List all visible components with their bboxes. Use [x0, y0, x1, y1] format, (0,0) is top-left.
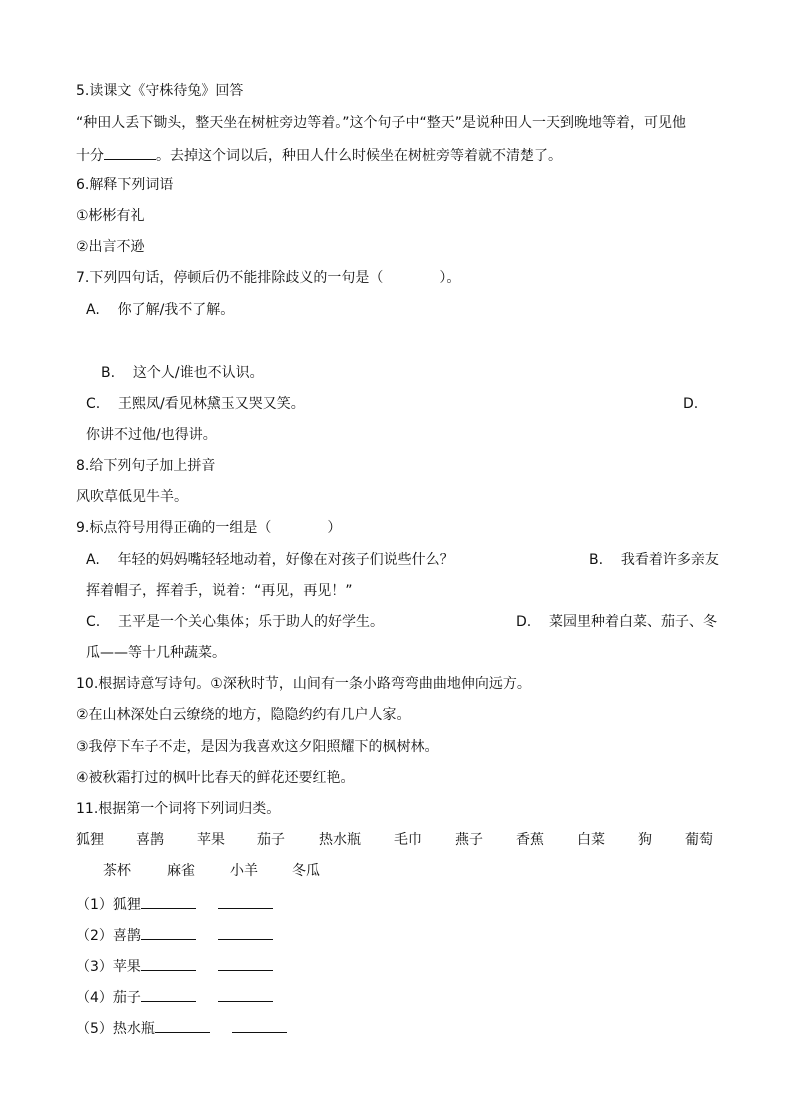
q11-group-4-label: （4）茄子	[76, 990, 141, 1006]
word-list-item: 燕子	[455, 832, 483, 848]
q7-option-d-text: 你讲不过他/也得讲。	[86, 427, 217, 443]
word-list-item: 香蕉	[516, 832, 544, 848]
q9-option-a-label: A.	[86, 552, 100, 568]
q8-sentence: 风吹草低见牛羊。	[76, 489, 188, 505]
q10-item-3: ③我停下车子不走，是因为我喜欢这夕阳照耀下的枫树林。	[76, 739, 439, 755]
word-list-item: 茄子	[257, 832, 285, 848]
q5-text-prefix: 十分	[76, 148, 104, 164]
q8-title: 8.给下列句子加上拼音	[76, 458, 216, 474]
q6-item-2: ②出言不逊	[76, 239, 145, 255]
word-list-item: 茶杯	[103, 863, 131, 879]
q9-option-d-continued: 瓜——等十几种蔬菜。	[86, 645, 226, 661]
q11-group-4-blank-2[interactable]	[218, 987, 273, 1002]
q11-group-2-blank-1[interactable]	[141, 925, 196, 940]
q9-option-b[interactable]	[589, 550, 719, 570]
q11-group-1-blank-1[interactable]	[141, 894, 196, 909]
word-list-item: 白菜	[577, 832, 605, 848]
q11-group-5-label: （5）热水瓶	[76, 1021, 155, 1037]
q10-title: 10.根据诗意写诗句。①深秋时节，山间有一条小路弯弯曲曲地伸向远方。	[76, 676, 531, 692]
q11-group-2	[76, 925, 273, 946]
word-list-item: 苹果	[197, 832, 225, 848]
word-list-item: 冬瓜	[292, 863, 320, 879]
q11-group-3-blank-2[interactable]	[218, 956, 273, 971]
q7-option-a-text: 你了解/我不了解。	[117, 302, 235, 318]
q9-option-b-continued: 挥着帽子，挥着手，说着：“再见，再见！”	[86, 583, 353, 599]
word-list-item: 葡萄	[685, 832, 713, 848]
word-list-item: 狗	[638, 832, 652, 848]
q11-group-4	[76, 987, 273, 1008]
q11-group-5-blank-1[interactable]	[155, 1018, 210, 1033]
q7-option-b-label: B.	[101, 365, 116, 381]
q9-option-d-text: 菜园里种着白菜、茄子、冬	[549, 614, 718, 630]
q5-answer-blank[interactable]	[104, 145, 156, 160]
q11-group-3-blank-1[interactable]	[141, 956, 196, 971]
q9-option-b-text: 我看着许多亲友	[620, 552, 719, 568]
q11-group-3	[76, 956, 273, 977]
q7-option-b[interactable]	[101, 363, 264, 383]
word-list-item: 狐狸	[76, 832, 104, 848]
q10-item-2: ②在山林深处白云缭绕的地方，隐隐约约有几户人家。	[76, 707, 411, 723]
q7-option-a-label: A.	[86, 302, 100, 318]
q9-option-d[interactable]	[516, 612, 717, 632]
q9-option-d-label: D.	[516, 614, 532, 630]
word-list-item: 毛巾	[394, 832, 422, 848]
q7-option-d-label[interactable]: D.	[683, 396, 699, 412]
word-list-item: 热水瓶	[319, 832, 361, 848]
q9-option-a[interactable]	[86, 550, 454, 570]
word-list-item: 小羊	[230, 863, 258, 879]
q5-text-suffix: 。去掉这个词以后，种田人什么时候坐在树桩旁等着就不清楚了。	[156, 148, 562, 164]
q9-option-a-text: 年轻的妈妈嘴轻轻地动着，好像在对孩子们说些什么？	[117, 552, 454, 568]
q7-option-c-text: 王熙凤/看见林黛玉又哭又笑。	[118, 396, 305, 412]
q11-group-2-label: （2）喜鹊	[76, 928, 141, 944]
q5-title: 5.读课文《守株待兔》回答	[76, 83, 244, 99]
q9-title: 9.标点符号用得正确的一组是（ ）	[76, 520, 342, 536]
q11-title: 11.根据第一个词将下列词归类。	[76, 801, 281, 817]
q7-title: 7.下列四句话，停顿后仍不能排除歧义的一句是（ ）。	[76, 270, 461, 286]
q7-option-c-label: C.	[86, 396, 101, 412]
q5-text-line2	[76, 145, 562, 166]
q9-option-b-label: B.	[589, 552, 604, 568]
word-list-item: 喜鹊	[136, 832, 164, 848]
q11-group-1-label: （1）狐狸	[76, 897, 141, 913]
q7-option-a[interactable]	[86, 300, 234, 320]
q7-option-b-text: 这个人/谁也不认识。	[132, 365, 264, 381]
q11-group-1-blank-2[interactable]	[218, 894, 273, 909]
q11-group-5-blank-2[interactable]	[232, 1018, 287, 1033]
q11-group-5	[76, 1018, 287, 1039]
q9-option-c-text: 王平是一个关心集体；乐于助人的好学生。	[118, 614, 385, 630]
q9-option-c[interactable]	[86, 612, 384, 632]
q5-text-line1: “种田人丢下锄头，整天坐在树桩旁边等着。”这个句子中“整天”是说种田人一天到晚地等着，可见他	[76, 115, 687, 131]
word-list-item: 麻雀	[167, 863, 195, 879]
q9-option-c-label: C.	[86, 614, 101, 630]
q11-group-2-blank-2[interactable]	[218, 925, 273, 940]
q6-item-1: ①彬彬有礼	[76, 208, 145, 224]
q10-item-4: ④被秋霜打过的枫叶比春天的鲜花还要红艳。	[76, 770, 355, 786]
q11-group-4-blank-1[interactable]	[141, 987, 196, 1002]
q7-option-c[interactable]	[86, 394, 305, 414]
q11-group-3-label: （3）苹果	[76, 959, 141, 975]
q6-title: 6.解释下列词语	[76, 177, 174, 193]
q11-group-1	[76, 894, 273, 915]
